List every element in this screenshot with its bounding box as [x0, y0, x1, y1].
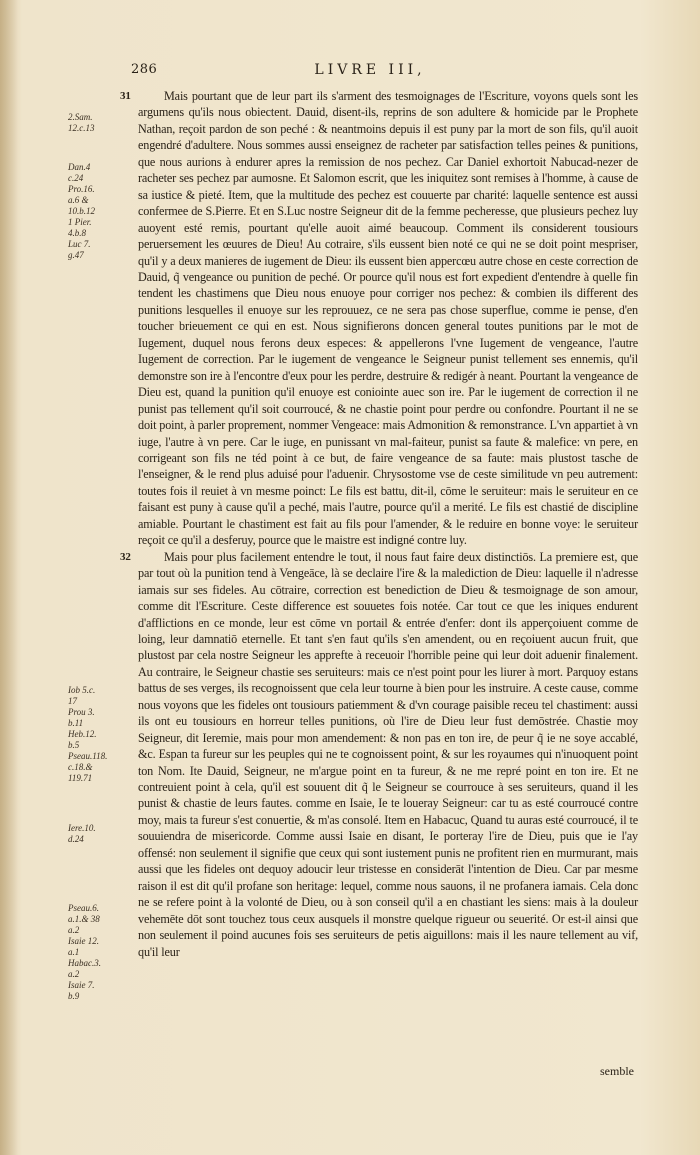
- body-text: [120, 88, 638, 960]
- paragraph: [120, 549, 638, 960]
- margin-note: Pseau.6. a.1.& 38 a.2 Isaie 12. a.1 Habac.3. a.2 Isaie 7. b.9: [68, 903, 101, 1001]
- page-edge-stain: [0, 0, 18, 1155]
- paragraph-number: 32: [120, 550, 131, 563]
- page-number: 286: [131, 62, 158, 77]
- margin-note: 2.Sam. 12.c.13: [68, 112, 95, 133]
- paragraph: [120, 88, 638, 549]
- page-header: [0, 62, 700, 82]
- paragraph-text: Mais pour plus facilement entendre le tout, il nous faut faire deux distinctiōs. La premiere est, que par tout où la punition tend à Vengeāce, là se declaire l'ire & la malediction de Dieu: laquelle il n'adresse iamais sur ses fideles. Au cōtraire, correction est benediction de Dieu & tesmoignage de son amour, comme dit l'Escriture. Ceste difference est souuetes fois notée. Car tout ce que les iniques endurent d'afflictions en ce monde, leur est cōme vn portail & entrée d'enfer: dont ils apperçoiuent comme de loing, leur damnatiō eternelle. Et tant s'en faut qu'ils s'en amendent, ou en reçoiuent aucun fruit, que plustost par cela nostre Seigneur les apprefte à receuoir l'horrible peine qui leur doit aduenir finalement. Au contraire, le Seigneur chastie ses seruiteurs: mais ce n'est point pour les liurer à mort. Parquoy estans battus de ses verges, ils recognoissent que cela leur tourne à bien pour les instruire. A ceste cause, comme nous voyons que les fideles ont tousiours patiemment & d'vn courage paisible receu tel chastiment: aussi ils ont eu tousiours en horreur telles punitions, où l'ire de Dieu leur fust demōstrée. Chastie moy Seigneur, dit Ieremie, mais pour mon amendement: & non pas en ton ire, de peur q̃ ie ne soye accablé, &c. Espan ta fureur sur les peuples qui ne te cognoissent point, & sur les royaumes qui n'inuoquent point ton Nom. Ite Dauid, Seigneur, ne m'argue point en ta fureur, & ne me repré point en ton ire. Et ne contreuient point à cela, qu'il est souuent dit q̃ le Seigneur se courrouce à ses seruiteurs, quand il les punist & chastie de leurs fautes. comme en Isaie, Ie te loueray Seigneur: car tu as esté courroucé contre moy, mais ta fureur s'est conuertie, & m'as consolé. Item en Habacuc, Quand tu auras esté courroucé, il te souuiendra de misericorde. Comme aussi Isaie en disant, Ie porteray l'ire de Dieu, puis que ie l'ay offensé: non seulement il signifie que ceux qui sont iustement punis ne profitent rien en murmurant, mais aussi que les fideles ont dequoy adoucir leur tristesse en considerāt l'intention de Dieu. Car par mesme raison il est dit qu'il profane son heritage: lequel, comme nous sauons, il ne profanera iamais. Cela donc ne se refere point à la volonté de Dieu, ou à son conseil qu'il a en chastiant les siens: mais à la douleur vehemēte dōt sont touchez tous ceux ausquels il monstre quelque rigueur ou seuerité. Or est-il ainsi que non seulement il poind aucunes fois ses seruiteurs de petis aiguillons: mais il les naure tellement au vif, qu'il leur: [138, 549, 638, 959]
- margin-note: Dan.4 c.24 Pro.16. a.6 & 10.b.12 1 Pier. 4.b.8 Luc 7. g.47: [68, 162, 95, 260]
- paragraph-number: 31: [120, 90, 131, 102]
- paragraph-text: Mais pourtant que de leur part ils s'arment des tesmoignages de l'Escriture, voyons quels sont les argumens qu'ils nous obiectent. Dauid, disent-ils, reprins de son adultere & homicide par le Prophete Nathan, reçoit pardon de son peché : & neantmoins depuis il est puny par la mort de son fils, qu'il auoit engendré d'adultere. Nous sommes aussi enseignez de racheter par satisfaction telles peines & punitions, que nous aurions à endurer apres la remission de nos pechez. Car Daniel exhortoit Nabucad-nezer de racheter ses pechez par aumosne. Et Salomon escrit, que les iniquitez sont remises à l'homme, à cause de sa iustice & pieté. Item, que la multitude des pechez est couuerte par charité: laquelle sentence est aussi confermee de S.Pierre. Et en S.Luc nostre Seigneur dit de la femme pecheresse, que plusieurs pechez luy auoyent esté remis, pourtant qu'elle auoit aimé beaucoup. Comment ils considerent tousiours peruersement les œuures de Dieu! Au cotraire, s'ils eussent bien noté ce qui ne se doit point mespriser, qu'il y a deux manieres de iugement de Dieu: ils eussent bien appercœu autre chose en ceste correction de Dauid, q̃ vengeance ou punition de peché. Or pource qu'il nous est fort expedient d'entendre à quelle fin tendent les chastimens que Dieu nous enuoye pour corriger nos pechez: & combien ils different des punitions lesquelles il enuoye sur les reprouuez, ce ne sera pas chose superflue, comme ie pense, d'en toucher brieuement ce qui en est. Nous signifierons doncen general toutes punitions par le mot de Iugement, duquel nous ferons deux especes: & appellerons l'vne Iugement de vengeance, l'autre Iugement de correction. Par le iugement de vengeance le Seigneur punist tellement ses ennemis, qu'il demonstre son ire à l'encontre d'eux pour les perdre, destruire & redigér à neant. Pourtant la vengeance de Dieu est, quand la punition qu'il enuoye est coniointe auec son ire. Par le iugement de correction il ne punist pas tellement qu'il soit courroucé, & ne chastie point pour perdre ou confondre. Pourtant il ne se doit point, à parler proprement, nommer Vengeace: mais Admonition & remonstrance. L'vn appartiet à vn iuge, l'autre à vn pere. Car le iuge, en punissant vn mal-faiteur, punist sa faute & malefice: vn pere, en corrigeant son fils ne téd point à ce but, de faire vengeance de sa faute: mais plustost tasche de l'enseigner, & le rend plus aduisé pour l'aduenir. Chrysostome vse de ceste similitude vn peu autrement: toutes fois il reuiet à vn mesme poinct: Le fils est battu, dit-il, cōme le seruiteur: mais le seruiteur en ce faisant est puny à cause qu'il a peché, mais l'autre, pource qu'il a merité. Le fils est chastié de discipline amiable. Pourtant le chastiment est fait au fils pour l'amender, & le reduire en bonne voye: le seruiteur reçoit ce qu'il a desferuy, pource que le maistre est indigné contre luy.: [138, 89, 638, 548]
- margin-note: Iere.10. d.24: [68, 823, 96, 844]
- running-title: LIVRE III,: [314, 62, 426, 78]
- margin-note: Iob 5.c. 17 Prou 3. b.11 Heb.12. b.5 Pseau.118. c.18.& 119.71: [68, 685, 108, 783]
- catchword: semble: [600, 1064, 634, 1078]
